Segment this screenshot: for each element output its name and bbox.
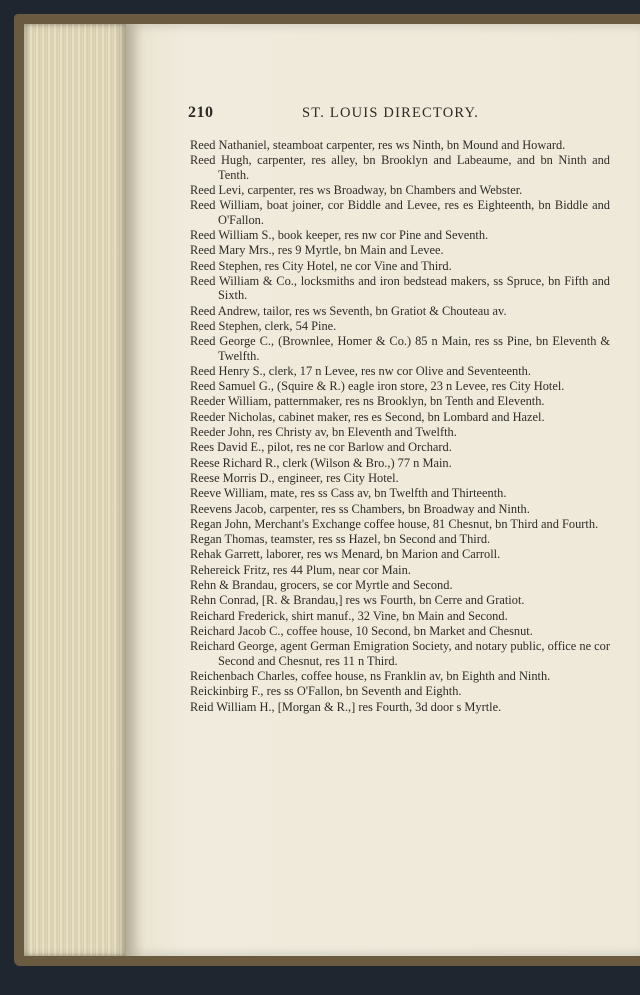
directory-entry: Reeder William, patternmaker, res ns Brooklyn, bn Tenth and Eleventh. bbox=[190, 394, 545, 409]
directory-entry: Regan John, Merchant's Exchange coffee house, 81 Chesnut, bn Third and Fourth. bbox=[190, 516, 599, 531]
directory-entry: Reed Samuel G., (Squire & R.) eagle iron store, 23 n Levee, res City Hotel. bbox=[190, 379, 565, 394]
directory-entry: Reevens Jacob, carpenter, res ss Chambers, bn Broadway and Ninth. bbox=[190, 501, 530, 516]
directory-entry: Reichard Frederick, shirt manuf., 32 Vine, bn Main and Second. bbox=[190, 608, 508, 623]
directory-entry: Rehn Conrad, [R. & Brandau,] res ws Fourth, bn Cerre and Gratiot. bbox=[190, 593, 525, 608]
directory-entry: Reeder Nicholas, cabinet maker, res es Second, bn Lombard and Hazel. bbox=[190, 409, 545, 424]
directory-entry: Rehereick Fritz, res 44 Plum, near cor Main. bbox=[190, 562, 411, 577]
directory-entry: Rehak Garrett, laborer, res ws Menard, bn Marion and Carroll. bbox=[190, 547, 501, 562]
page-header bbox=[188, 104, 608, 126]
directory-entry: Reed Stephen, res City Hotel, ne cor Vine and Third. bbox=[190, 258, 452, 273]
directory-entries bbox=[190, 138, 610, 715]
directory-entry: Reed William S., book keeper, res nw cor Pine and Seventh. bbox=[190, 228, 489, 242]
directory-entry: Reed Hugh, carpenter, res alley, bn Brooklyn and Labeaume, and bn Ninth and Tenth. bbox=[190, 153, 610, 182]
directory-entry: Reed Stephen, clerk, 54 Pine. bbox=[190, 318, 337, 333]
directory-entry: Reickinbirg F., res ss O'Fallon, bn Seventh and Eighth. bbox=[190, 684, 462, 699]
directory-entry: Reed George C., (Brownlee, Homer & Co.) 85 n Main, res ss Pine, bn Eleventh & Twelfth. bbox=[190, 334, 610, 363]
directory-entry: Reed William & Co., locksmiths and iron bedstead makers, ss Spruce, bn Fifth and Sixth. bbox=[190, 273, 610, 303]
directory-entry: Reed Nathaniel, steamboat carpenter, res ws Ninth, bn Mound and Howard. bbox=[190, 138, 566, 152]
directory-entry: Reed Andrew, tailor, res ws Seventh, bn Gratiot & Chouteau av. bbox=[190, 303, 507, 318]
directory-entry: Rehn & Brandau, grocers, se cor Myrtle and Second. bbox=[190, 578, 453, 593]
directory-entry: Reed William, boat joiner, cor Biddle and Levee, res es Eighteenth, bn Biddle and O'Fallon. bbox=[190, 198, 610, 227]
directory-entry: Rees David E., pilot, res ne cor Barlow and Orchard. bbox=[190, 440, 452, 455]
page-edges bbox=[24, 24, 128, 956]
directory-entry: Reese Morris D., engineer, res City Hotel. bbox=[190, 470, 399, 485]
directory-entry: Reese Richard R., clerk (Wilson & Bro.,) 77 n Main. bbox=[190, 455, 452, 470]
directory-entry: Reed Levi, carpenter, res ws Broadway, bn Chambers and Webster. bbox=[190, 183, 523, 197]
directory-entry: Reeve William, mate, res ss Cass av, bn Twelfth and Thirteenth. bbox=[190, 486, 507, 501]
directory-entry: Reichard Jacob C., coffee house, 10 Second, bn Market and Chesnut. bbox=[190, 623, 533, 638]
directory-entry: Reichard George, agent German Emigration Society, and notary public, office ne cor Second and Chesnut, res 11 n Third. bbox=[190, 639, 610, 668]
directory-entry: Reed Mary Mrs., res 9 Myrtle, bn Main and Levee. bbox=[190, 243, 444, 258]
directory-entry: Reed Henry S., clerk, 17 n Levee, res nw cor Olive and Seventeenth. bbox=[190, 363, 531, 378]
page-number: 210 bbox=[188, 104, 214, 121]
directory-entry: Reichenbach Charles, coffee house, ns Franklin av, bn Eighth and Ninth. bbox=[190, 668, 551, 683]
running-head-title: ST. LOUIS DIRECTORY. bbox=[302, 105, 480, 121]
directory-entry: Regan Thomas, teamster, res ss Hazel, bn Second and Third. bbox=[190, 532, 491, 547]
directory-entry: Reeder John, res Christy av, bn Eleventh and Twelfth. bbox=[190, 425, 457, 440]
directory-entry: Reid William H., [Morgan & R.,] res Fourth, 3d door s Myrtle. bbox=[190, 699, 502, 714]
